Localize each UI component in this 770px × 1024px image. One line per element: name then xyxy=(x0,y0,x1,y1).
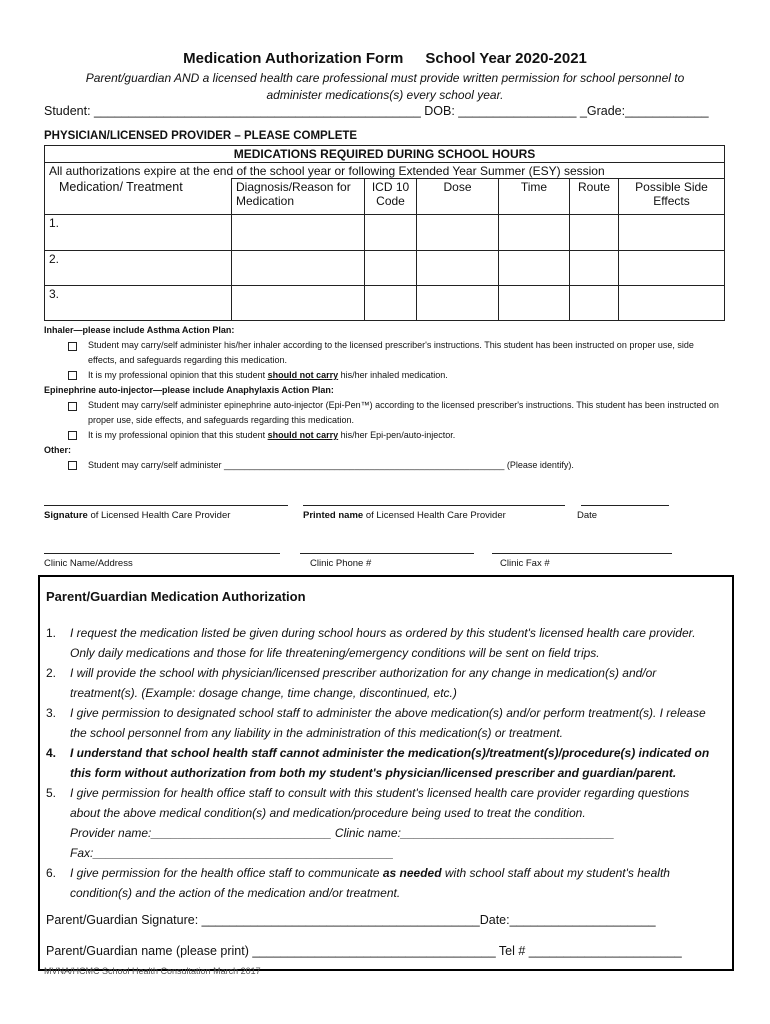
epi-heading: Epinephrine auto-injector—please include Anaphylaxis Action Plan: xyxy=(44,385,334,395)
epi-option-2-post: his/her Epi-pen/auto-injector. xyxy=(340,430,456,440)
meds-table-title: MEDICATIONS REQUIRED DURING SCHOOL HOURS xyxy=(45,146,725,163)
col-diagnosis: Diagnosis/Reason for Medication xyxy=(232,179,365,215)
parent-authorization-box xyxy=(38,575,734,971)
form-title-text: Medication Authorization Form xyxy=(183,50,404,67)
col-time: Time xyxy=(499,179,570,215)
item-text: I will provide the school with physician/licensed prescriber authorization for any change in medication(s) and/or treatment(s). (Example: dosage change, time change, discontinued, etc.) xyxy=(70,666,657,700)
signature-label xyxy=(44,510,230,521)
clinic-fax-label: Clinic Fax # xyxy=(500,558,550,569)
row-number: 2. xyxy=(45,251,232,286)
expire-note: All authorizations expire at the end of the school year or following Extended Year Summer (ESY) session xyxy=(45,163,725,179)
epi-option-2[interactable] xyxy=(44,428,724,443)
form-subtitle: Parent/guardian AND a licensed health care professional must provide written permission for school personnel to administer medications(s) every school year. xyxy=(85,71,685,102)
col-side-effects: Possible Side Effects xyxy=(619,179,725,215)
checkbox-icon[interactable] xyxy=(68,402,77,411)
row-number: 1. xyxy=(45,215,232,251)
row-number: 3. xyxy=(45,286,232,321)
printed-name-label-rest: of Licensed Health Care Provider xyxy=(365,510,506,521)
clinic-name-label: Clinic Name/Address xyxy=(44,558,133,569)
parent-section-title: Parent/Guardian Medication Authorization xyxy=(46,589,306,604)
clinic-phone-line[interactable] xyxy=(300,553,474,554)
table-row[interactable] xyxy=(45,286,725,321)
clinic-phone-label: Clinic Phone # xyxy=(310,558,372,569)
checkbox-icon[interactable] xyxy=(68,431,77,440)
school-year: School Year 2020-2021 xyxy=(425,50,587,67)
inhaler-option-2[interactable] xyxy=(44,368,724,383)
checkbox-icon[interactable] xyxy=(68,342,77,351)
inhaler-option-1[interactable] xyxy=(44,338,724,368)
item-number: 2. xyxy=(46,666,57,680)
list-item xyxy=(46,663,722,703)
date-line[interactable] xyxy=(581,505,669,506)
list-item xyxy=(46,863,722,903)
checkbox-icon[interactable] xyxy=(68,461,77,470)
col-dose: Dose xyxy=(417,179,499,215)
item-number: 5. xyxy=(46,786,57,800)
date-label: Date xyxy=(577,510,598,521)
footer-text: MVNA/HCMC School Health Consultation March 2017 xyxy=(44,966,261,976)
list-item xyxy=(46,783,722,863)
item-text-bold: as needed xyxy=(382,866,442,880)
epi-option-2-pre: It is my professional opinion that this student xyxy=(88,430,266,440)
item-text: I understand that school health staff cannot administer the medication(s)/treatment(s)/procedure(s) indicated on this form without authorization from both my student's physician/licensed prescriber and guardian/parent. xyxy=(70,746,710,780)
item-number: 4. xyxy=(46,746,57,760)
item-text: I give permission to designated school staff to administer the above medication(s) and/or perform treatment(s). I release the school personnel from any liability in the administration of this medication(s) or treatment. xyxy=(70,706,706,740)
inhaler-heading: Inhaler—please include Asthma Action Plan: xyxy=(44,325,235,335)
printed-name-label xyxy=(303,510,506,521)
item-number: 6. xyxy=(46,866,57,880)
epi-option-1-text: Student may carry/self administer epinephrine auto-injector (Epi-Pen™) according to the licensed prescriber's instructions. This student has been instructed on proper use, side effects, and safeguards regarding this medication. xyxy=(88,400,719,425)
item-number: 1. xyxy=(46,626,57,640)
col-route: Route xyxy=(570,179,619,215)
printed-name-label-bold: Printed name xyxy=(303,510,364,521)
provider-clinic-field[interactable]: Provider name:___________________________ Clinic name:________________________________ xyxy=(70,826,615,840)
inhaler-option-2-pre: It is my professional opinion that this student xyxy=(88,370,266,380)
clinic-name-line[interactable] xyxy=(44,553,280,554)
medications-table xyxy=(44,145,725,321)
list-item xyxy=(46,703,722,743)
checkbox-icon[interactable] xyxy=(68,371,77,380)
inhaler-option-1-text: Student may carry/self administer his/her inhaler according to the licensed prescriber's instructions. This student has been instructed on proper use, side effects, and safeguards regarding this medication. xyxy=(88,340,694,365)
signature-label-rest: of Licensed Health Care Provider xyxy=(90,510,231,521)
item-text-pre: I give permission for the health office staff to communicate xyxy=(70,866,380,880)
fax-field[interactable]: Fax:_____________________________________________ xyxy=(70,846,394,860)
epi-option-1[interactable] xyxy=(44,398,724,428)
item-text: I give permission for health office staff to consult with this student's licensed health care provider regarding questions about the above medical condition(s) and medication/procedure being used to treat the condition. xyxy=(70,786,690,820)
signature-label-bold: Signature xyxy=(44,510,88,521)
col-icd: ICD 10 Code xyxy=(365,179,417,215)
epi-option-2-bold: should not carry xyxy=(267,430,339,440)
col-medication: Medication/ Treatment xyxy=(45,179,232,215)
other-option-1-text: Student may carry/self administer ________________________________________________________ (Please identify). xyxy=(88,460,574,470)
form-title xyxy=(0,50,770,67)
table-row[interactable] xyxy=(45,251,725,286)
carry-options xyxy=(44,323,724,473)
physician-heading: PHYSICIAN/LICENSED PROVIDER – PLEASE COMPLETE xyxy=(44,130,358,142)
inhaler-option-2-bold: should not carry xyxy=(267,370,339,380)
parent-signature-line[interactable]: Parent/Guardian Signature: ________________________________________Date:_____________________ xyxy=(46,913,656,927)
parent-name-line[interactable]: Parent/Guardian name (please print) ___________________________________ Tel # ______________________ xyxy=(46,944,682,958)
list-item xyxy=(46,623,722,663)
inhaler-option-2-post: his/her inhaled medication. xyxy=(340,370,448,380)
item-number: 3. xyxy=(46,706,57,720)
authorization-list xyxy=(46,623,722,903)
table-row[interactable] xyxy=(45,215,725,251)
student-info-line[interactable]: Student: _______________________________________________ DOB: _________________ _Grade:____________ xyxy=(44,104,709,118)
printed-name-line[interactable] xyxy=(303,505,565,506)
other-heading: Other: xyxy=(44,445,71,455)
signature-line[interactable] xyxy=(44,505,288,506)
item-text: I request the medication listed be given during school hours as ordered by this student's licensed health care provider. Only daily medications and those for life threatening/emergency conditions will be sent on field trips. xyxy=(70,626,696,660)
clinic-fax-line[interactable] xyxy=(492,553,672,554)
list-item xyxy=(46,743,722,783)
item-text-post: with school staff about my student's health condition(s) and the action of the medication and/or treatment. xyxy=(70,866,670,900)
other-option-1[interactable] xyxy=(44,458,724,473)
